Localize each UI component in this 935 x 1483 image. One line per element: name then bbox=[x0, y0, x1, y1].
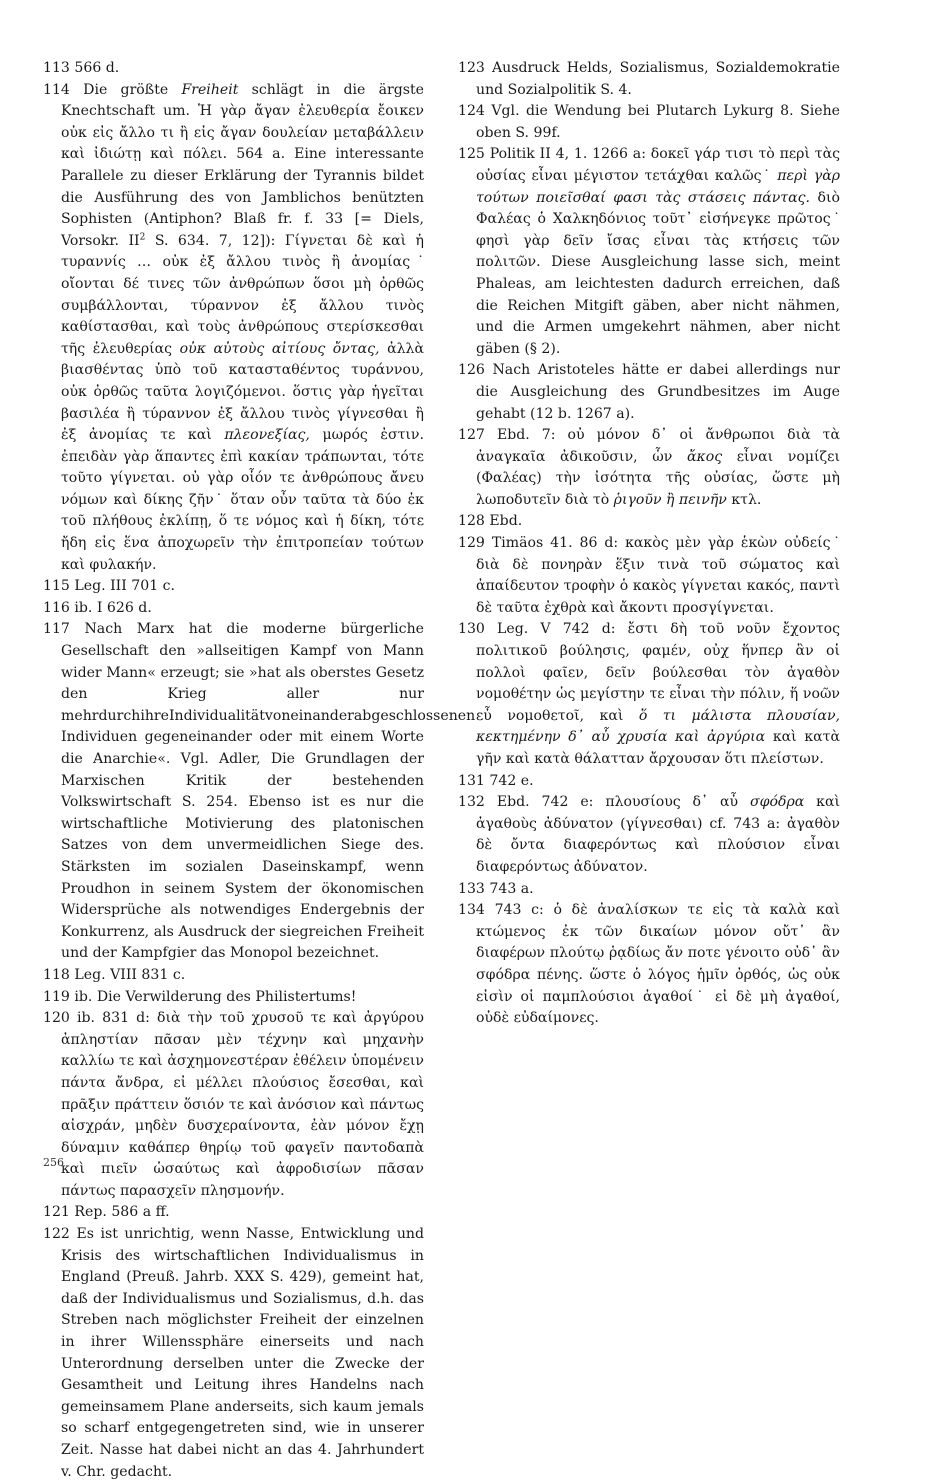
footnote-124: 124 Vgl. die Wendung bei Plutarch Lykurg 8. Siehe oben S. 99f. bbox=[458, 103, 840, 141]
footnote-113: 113 566 d. bbox=[43, 60, 120, 76]
footnote-126: 126 Nach Aristoteles hätte er dabei allerdings nur die Ausgleichung des Grundbesitzes im Auge gehabt (12 b. 1267 a). bbox=[458, 362, 841, 422]
footnote-132: 132 Ebd. 742 e: πλουσίους δ᾽ αὖ σφόδρα καὶ ἀγαθοὺς ἀδύνατον (γίγνεσθαι) cf. 743 a: ἀγαθὸν δὲ ὄντα διαφερόντως καὶ πλούσιον εἶναι διαφερόντως ἀδύνατον. bbox=[458, 794, 841, 875]
footnote-120: 120 ib. 831 d: διὰ τὴν τοῦ χρυσοῦ τε καὶ ἀργύρου ἀπληστίαν πᾶσαν μὲν τέχνην καὶ μηχανὴν καλλίω τε καὶ ἀσχημονεστέραν ἐθέλειν ὑπομένειν πάντα ἄνδρα, εἰ μέλλει πλούσιος ἔσεσθαι, καὶ πρᾶξιν πράττειν ὅσιόν τε καὶ ἀνόσιον καὶ πάντως αἰσχράν, μηδὲν δυσχεραίνοντα, ἐὰν μόνον ἔχῃ δύναμιν καθάπερ θηρίῳ τοῦ φαγεῖν παντοδαπὰ καὶ πιεῖν ὡσαύτως καὶ ἀφροδισίων πᾶσαν πάντως παρασχεῖν πλησμονήν. bbox=[43, 1010, 424, 1199]
footnote-115: 115 Leg. III 701 c. bbox=[43, 578, 176, 595]
footnote-119: 119 ib. Die Verwilderung des Philistertums! bbox=[43, 988, 357, 1005]
right-column bbox=[458, 58, 840, 1030]
footnote-123: 123 Ausdruck Helds, Sozialismus, Sozialdemokratie und Sozialpolitik S. 4. bbox=[458, 60, 840, 98]
footnote-118: 118 Leg. VIII 831 c. bbox=[43, 966, 186, 983]
footnote-114: 114 Die größte Freiheit schlägt in die ärgste Knechtschaft um. Ἡ γὰρ ἄγαν ἐλευθερία ἔοικεν οὐκ εἰς ἄλλο τι ἢ εἰς ἄγαν δουλείαν μεταβάλλειν καὶ ἰδιώτῃ καὶ πόλει. 564 a. Eine interessante Parallele zu dieser Erklärung der Tyrannis bildet die Ausführung des von Jamblichos benützten Sophisten (Antiphon? Blaß fr. f. 33 [= Diels, Vorsokr. $II^2$ S. 634. 7, 12]): Γίγνεται δὲ καὶ ἡ τυραννίς … οὐκ ἐξ ἄλλου τινὸς ἢ ἀνομίας˙ οἴονται δέ τινες τῶν ἀνθρώπων ὅσοι μὴ ὀρθῶς συμβάλλονται, τύραννον ἐξ ἄλλου τινὸς καθίστασθαι, καὶ τοὺς ἀνθρώπους στερίσκεσθαι τῆς ἐλευθερίας οὐκ αὐτοὺς αἰτίους ὄντας, ἀλλὰ βιασθέντας ὑπὸ τοῦ κατασταθέντος τυράννου, οὐκ ὀρθῶς ταῦτα λογιζόμενοι. ὅστις γὰρ ἡγεῖται βασιλέα ἢ τύραννον ἐξ ἄλλου τινὸς γίγνεσθαι ἢ ἐξ ἀνομίας τε καὶ πλεονεξίας, μωρός ἐστιν. ἐπειδὰν γὰρ ἅπαντες ἐπὶ κακίαν τράπωνται, τότε τοῦτο γίγνεται. οὐ γὰρ οἷόν τε ἀνθρώπους ἄνευ νόμων καὶ δίκης ζῆν˙ ὅταν οὖν ταῦτα τὰ δύο ἐκ τοῦ πλήθους ἐκλίπῃ, ὅ τε νόμος καὶ ἡ δίκη, τότε ἤδη εἰς ἕνα ἀποχωρεῖν τὴν ἐπιτροπείαν τούτων καὶ φυλακήν. bbox=[43, 81, 425, 573]
footnote-134: 134 743 c: ὁ δὲ ἀναλίσκων τε εἰς τὰ καλὰ καὶ κτώμενος ἐκ τῶν δικαίων μόνον οὔτ᾽ ἂν διαφέρων πλούτῳ ῥᾳδίως ἄν ποτε γένοιτο οὐδ᾽ ἂν σφόδρα πένης. ὥστε ὁ λόγος ἡμῖν ὀρθός, ὡς οὐκ εἰσὶν οἱ παμπλούσιοι ἀγαθοί˙ εἰ δὲ μὴ ἀγαθοί, οὐδὲ εὐδαίμονες. bbox=[458, 902, 840, 1027]
footnote-127: 127 Ebd. 7: οὐ μόνον δ᾽ οἱ ἄνθρωποι διὰ τὰ ἀναγκαῖα ἀδικοῦσιν, ὧν ἄκος εἶναι νομίζει (Φαλέας) τὴν ἰσότητα τῆς οὐσίας, ὥστε μὴ λωποδυτεῖν διὰ τὸ ῥιγοῦν ἢ πεινῆν κτλ. bbox=[458, 427, 841, 508]
footnote-133: 133 743 a. bbox=[458, 880, 534, 897]
footnote-130: 130 Leg. V 742 d: ἔστι δὴ τοῦ νοῦν ἔχοντος πολιτικοῦ βούλησις, φαμέν, οὐχ ἥνπερ ἂν οἱ πολλοὶ φαῖεν, δεῖν βούλεσθαι τὸν ἀγαθὸν νομοθέτην ὡς μεγίστην τε εἶναι τὴν πόλιν, ἥ νοῶν εὖ νομοθετοῖ, καὶ ὅ τι μάλιστα πλουσίαν, κεκτημένην δ᾽ αὖ χρυσία καὶ ἀργύρια καὶ κατὰ γῆν καὶ κατὰ θάλατταν ἄρχουσαν ὅτι πλείστων. bbox=[458, 621, 840, 767]
footnote-122: 122 Es ist unrichtig, wenn Nasse, Entwicklung und Krisis des wirtschaftlichen Individualismus in England (Preuß. Jahrb. XXX S. 429), gemeint hat, daß der Individualismus und Sozialismus, d.h. das Streben nach möglichster Freiheit der einzelnen in ihrer Willenssphäre einerseits und nach Unterordnung derselben unter die Zwecke der Gesamtheit und Leitung ihres Handelns nach gemeinsamem Plane anderseits, sich kaum jemals so scharf entgegengetreten sind, wie in unserer Zeit. Nasse hat dabei nicht an das 4. Jahrhundert v. Chr. gedacht. bbox=[43, 1226, 424, 1480]
footnote-125: 125 Politik II 4, 1. 1266 a: δοκεῖ γάρ τισι τὸ περὶ τὰς οὐσίας εἶναι μέγιστον τετάχθαι καλῶς˙ περὶ γὰρ τούτων ποιεῖσθαί φασι τὰς στάσεις πάντας. διὸ Φαλέας ὁ Χαλκηδόνιος τοῦτ᾽ εἰσήνεγκε πρῶτος˙ φησὶ γὰρ δεῖν ἴσας εἶναι τὰς κτήσεις τῶν πολιτῶν. Diese Ausgleichung lasse sich, meint Phaleas, am leichtesten dadurch erreichen, daß die Reichen Mitgift gäben, aber nicht nähmen, und die Armen umgekehrt nähmen, aber nicht gäben (§ 2). bbox=[458, 146, 841, 357]
footnote-131: 131 742 e. bbox=[458, 772, 534, 789]
footnote-116: 116 ib. I 626 d. bbox=[43, 599, 152, 616]
page-number: 256 bbox=[43, 1156, 64, 1169]
footnote-129: 129 Timäos 41. 86 d: κακὸς μὲν γὰρ ἑκὼν οὐδείς˙ διὰ δὲ πονηρὰν ἕξιν τινὰ τοῦ σώματος καὶ ἀπαίδευτον τροφὴν ὁ κακὸς γίγνεται κακός, παντὶ δὲ ταῦτα ἐχθρὰ καὶ ἄκοντι προσγίγνεται. bbox=[458, 535, 840, 616]
footnote-117: 117 Nach Marx hat die moderne bürgerliche Gesellschaft den »allseitigen Kampf von Mann wider Mann« erzeugt; sie »hat als oberstes Gesetz den Krieg aller nur mehrdurchihreIndividualitätvoneinanderabgeschlossenen Individuen gegeneinander oder mit einem Worte die Anarchie«. Vgl. Adler, Die Grundlagen der Marxischen Kritik der bestehenden Volkswirtschaft S. 254. Ebenso ist es nur die wirtschaftliche Motivierung des platonischen Satzes von dem unvermeidlichen Siege des. Stärksten im sozialen Daseinskampf, wenn Proudhon in seinem System der ökonomischen Widersprüche als notwendiges Endergebnis der Konkurrenz, als Ausdruck der siegreichen Freiheit und der Kampfgier das Monopol bezeichnet. bbox=[43, 621, 476, 962]
footnote-121: 121 Rep. 586 a ff. bbox=[43, 1204, 170, 1221]
footnote-128: 128 Ebd. bbox=[458, 513, 523, 530]
left-column bbox=[43, 58, 476, 1483]
